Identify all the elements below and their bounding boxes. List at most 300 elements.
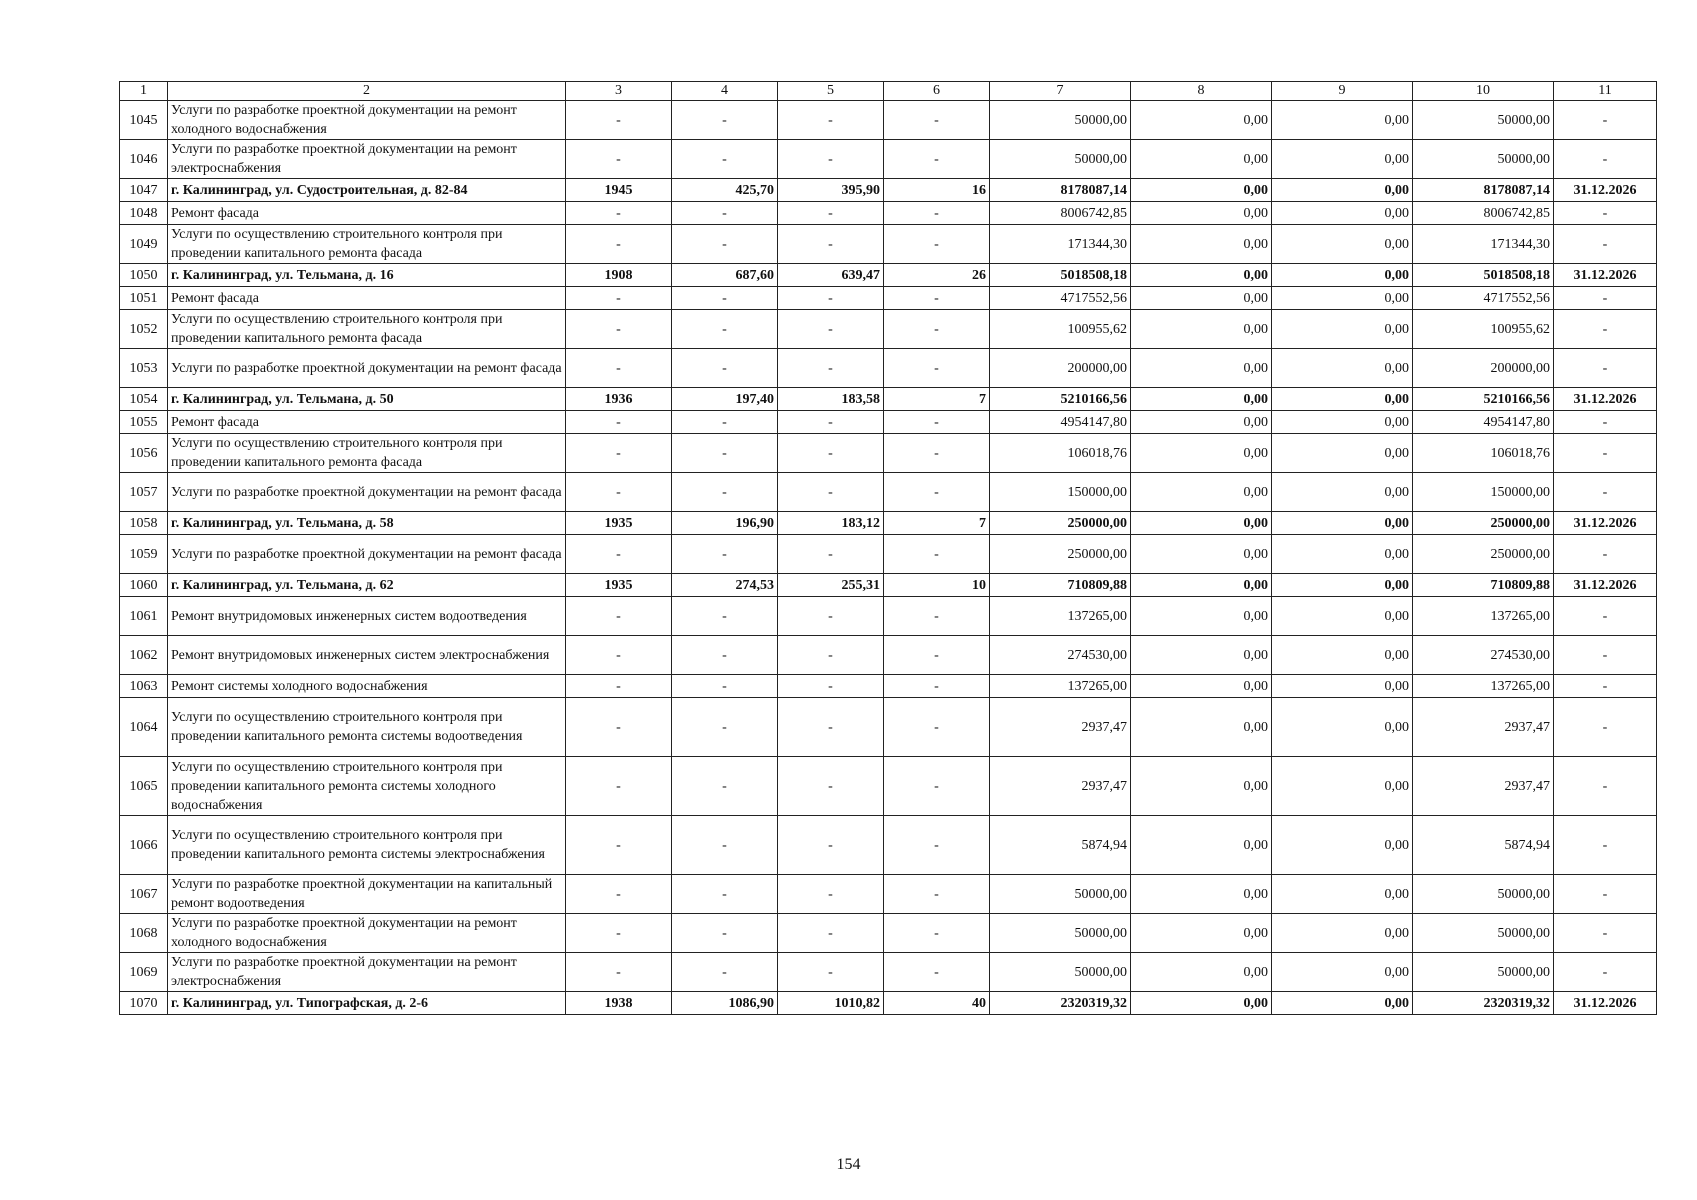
cost-col8-cell: 0,00: [1131, 202, 1272, 225]
row-number: 1047: [120, 179, 168, 202]
total-area-cell: -: [672, 140, 778, 179]
work-item-row: [120, 875, 1657, 914]
row-number: 1070: [120, 992, 168, 1015]
total-area-cell: -: [672, 310, 778, 349]
total-area-cell: 196,90: [672, 512, 778, 535]
total-area-cell: 274,53: [672, 574, 778, 597]
total-cost-cell: 274530,00: [990, 636, 1131, 675]
address-row: [120, 179, 1657, 202]
cost-col9-cell: 0,00: [1272, 101, 1413, 140]
total-cost-cell: 2320319,32: [990, 992, 1131, 1015]
total-area-cell: -: [672, 675, 778, 698]
living-area-cell: 395,90: [778, 179, 884, 202]
living-area-cell: -: [778, 636, 884, 675]
cost-col8-cell: 0,00: [1131, 349, 1272, 388]
living-area-cell: -: [778, 535, 884, 574]
year-cell: -: [566, 349, 672, 388]
cost-col10-cell: 50000,00: [1413, 914, 1554, 953]
residents-cell: -: [884, 411, 990, 434]
cost-col10-cell: 150000,00: [1413, 473, 1554, 512]
cost-col10-cell: 137265,00: [1413, 675, 1554, 698]
cost-col9-cell: 0,00: [1272, 202, 1413, 225]
cost-col10-cell: 106018,76: [1413, 434, 1554, 473]
address-row: [120, 574, 1657, 597]
column-header-9: 9: [1272, 82, 1413, 101]
cost-col8-cell: 0,00: [1131, 512, 1272, 535]
year-cell: -: [566, 202, 672, 225]
deadline-cell: -: [1554, 287, 1657, 310]
total-cost-cell: 250000,00: [990, 512, 1131, 535]
deadline-cell: -: [1554, 349, 1657, 388]
cost-col8-cell: 0,00: [1131, 992, 1272, 1015]
living-area-cell: -: [778, 411, 884, 434]
deadline-cell: -: [1554, 953, 1657, 992]
row-number: 1067: [120, 875, 168, 914]
column-header-7: 7: [990, 82, 1131, 101]
cost-col9-cell: 0,00: [1272, 411, 1413, 434]
year-cell: -: [566, 875, 672, 914]
residents-cell: -: [884, 816, 990, 875]
cost-col9-cell: 0,00: [1272, 512, 1413, 535]
year-cell: -: [566, 101, 672, 140]
cost-col10-cell: 137265,00: [1413, 597, 1554, 636]
cost-col8-cell: 0,00: [1131, 473, 1272, 512]
year-cell: -: [566, 816, 672, 875]
cost-col9-cell: 0,00: [1272, 535, 1413, 574]
cost-col9-cell: 0,00: [1272, 698, 1413, 757]
total-cost-cell: 710809,88: [990, 574, 1131, 597]
total-cost-cell: 150000,00: [990, 473, 1131, 512]
deadline-cell: 31.12.2026: [1554, 992, 1657, 1015]
row-number: 1065: [120, 757, 168, 816]
cost-col9-cell: 0,00: [1272, 953, 1413, 992]
living-area-cell: -: [778, 349, 884, 388]
deadline-cell: 31.12.2026: [1554, 388, 1657, 411]
year-cell: -: [566, 636, 672, 675]
total-area-cell: -: [672, 349, 778, 388]
row-number: 1055: [120, 411, 168, 434]
total-area-cell: -: [672, 101, 778, 140]
residents-cell: -: [884, 101, 990, 140]
cost-col8-cell: 0,00: [1131, 434, 1272, 473]
living-area-cell: 1010,82: [778, 992, 884, 1015]
living-area-cell: -: [778, 310, 884, 349]
row-number: 1049: [120, 225, 168, 264]
residents-cell: -: [884, 140, 990, 179]
total-area-cell: 687,60: [672, 264, 778, 287]
cost-col10-cell: 2937,47: [1413, 698, 1554, 757]
address-row: [120, 512, 1657, 535]
total-area-cell: 425,70: [672, 179, 778, 202]
year-cell: -: [566, 597, 672, 636]
total-cost-cell: 200000,00: [990, 349, 1131, 388]
cost-col8-cell: 0,00: [1131, 698, 1272, 757]
work-item-row: [120, 287, 1657, 310]
work-description: Услуги по осуществлению строительного контроля при проведении капитального ремонта системы холодного водоснабжения: [168, 757, 566, 816]
residents-cell: -: [884, 636, 990, 675]
work-description: Услуги по разработке проектной документации на ремонт холодного водоснабжения: [168, 914, 566, 953]
cost-col10-cell: 8006742,85: [1413, 202, 1554, 225]
residents-cell: -: [884, 675, 990, 698]
year-cell: -: [566, 473, 672, 512]
total-area-cell: -: [672, 597, 778, 636]
deadline-cell: 31.12.2026: [1554, 264, 1657, 287]
residents-cell: -: [884, 473, 990, 512]
work-item-row: [120, 597, 1657, 636]
cost-col10-cell: 50000,00: [1413, 140, 1554, 179]
work-item-row: [120, 140, 1657, 179]
year-cell: -: [566, 310, 672, 349]
row-number: 1051: [120, 287, 168, 310]
work-description: Услуги по разработке проектной документации на ремонт электроснабжения: [168, 140, 566, 179]
cost-col10-cell: 4954147,80: [1413, 411, 1554, 434]
total-area-cell: -: [672, 875, 778, 914]
residents-cell: -: [884, 287, 990, 310]
cost-col9-cell: 0,00: [1272, 875, 1413, 914]
column-number-header-row: [120, 82, 1657, 101]
cost-col9-cell: 0,00: [1272, 992, 1413, 1015]
work-item-row: [120, 636, 1657, 675]
total-cost-cell: 8006742,85: [990, 202, 1131, 225]
cost-col8-cell: 0,00: [1131, 636, 1272, 675]
work-item-row: [120, 411, 1657, 434]
column-header-8: 8: [1131, 82, 1272, 101]
cost-col8-cell: 0,00: [1131, 914, 1272, 953]
address-row: [120, 264, 1657, 287]
work-description: Ремонт внутридомовых инженерных систем водоотведения: [168, 597, 566, 636]
total-cost-cell: 4717552,56: [990, 287, 1131, 310]
work-item-row: [120, 473, 1657, 512]
residents-cell: -: [884, 225, 990, 264]
cost-col10-cell: 8178087,14: [1413, 179, 1554, 202]
total-area-cell: -: [672, 914, 778, 953]
work-description: Услуги по разработке проектной документации на ремонт фасада: [168, 473, 566, 512]
living-area-cell: -: [778, 101, 884, 140]
cost-col9-cell: 0,00: [1272, 264, 1413, 287]
living-area-cell: 183,58: [778, 388, 884, 411]
residents-cell: -: [884, 698, 990, 757]
living-area-cell: -: [778, 675, 884, 698]
total-cost-cell: 4954147,80: [990, 411, 1131, 434]
row-number: 1066: [120, 816, 168, 875]
work-item-row: [120, 310, 1657, 349]
deadline-cell: -: [1554, 310, 1657, 349]
table-body: [120, 82, 1657, 1015]
living-area-cell: -: [778, 597, 884, 636]
column-header-4: 4: [672, 82, 778, 101]
total-area-cell: -: [672, 225, 778, 264]
column-header-3: 3: [566, 82, 672, 101]
deadline-cell: -: [1554, 914, 1657, 953]
residents-cell: 26: [884, 264, 990, 287]
row-number: 1052: [120, 310, 168, 349]
year-cell: -: [566, 411, 672, 434]
cost-col9-cell: 0,00: [1272, 597, 1413, 636]
living-area-cell: 639,47: [778, 264, 884, 287]
deadline-cell: -: [1554, 411, 1657, 434]
year-cell: -: [566, 140, 672, 179]
cost-col10-cell: 2320319,32: [1413, 992, 1554, 1015]
column-header-2: 2: [168, 82, 566, 101]
work-item-row: [120, 434, 1657, 473]
work-description: Услуги по разработке проектной документации на капитальный ремонт водоотведения: [168, 875, 566, 914]
cost-col8-cell: 0,00: [1131, 310, 1272, 349]
living-area-cell: -: [778, 140, 884, 179]
living-area-cell: -: [778, 816, 884, 875]
total-area-cell: -: [672, 816, 778, 875]
year-cell: 1936: [566, 388, 672, 411]
total-cost-cell: 2937,47: [990, 698, 1131, 757]
living-area-cell: -: [778, 434, 884, 473]
residents-cell: -: [884, 597, 990, 636]
cost-col8-cell: 0,00: [1131, 388, 1272, 411]
residents-cell: -: [884, 757, 990, 816]
row-number: 1062: [120, 636, 168, 675]
total-area-cell: 1086,90: [672, 992, 778, 1015]
cost-col8-cell: 0,00: [1131, 287, 1272, 310]
cost-col10-cell: 50000,00: [1413, 953, 1554, 992]
cost-col10-cell: 250000,00: [1413, 535, 1554, 574]
deadline-cell: -: [1554, 597, 1657, 636]
deadline-cell: -: [1554, 698, 1657, 757]
cost-col8-cell: 0,00: [1131, 411, 1272, 434]
cost-col9-cell: 0,00: [1272, 388, 1413, 411]
living-area-cell: -: [778, 875, 884, 914]
work-description: Услуги по разработке проектной документации на ремонт фасада: [168, 349, 566, 388]
residents-cell: -: [884, 202, 990, 225]
work-item-row: [120, 816, 1657, 875]
cost-col8-cell: 0,00: [1131, 816, 1272, 875]
page-number: 154: [836, 1156, 861, 1173]
work-item-row: [120, 225, 1657, 264]
year-cell: -: [566, 698, 672, 757]
row-number: 1050: [120, 264, 168, 287]
total-area-cell: -: [672, 411, 778, 434]
total-cost-cell: 50000,00: [990, 914, 1131, 953]
year-cell: -: [566, 757, 672, 816]
total-cost-cell: 106018,76: [990, 434, 1131, 473]
total-cost-cell: 171344,30: [990, 225, 1131, 264]
cost-col10-cell: 100955,62: [1413, 310, 1554, 349]
total-cost-cell: 5018508,18: [990, 264, 1131, 287]
deadline-cell: -: [1554, 875, 1657, 914]
cost-col9-cell: 0,00: [1272, 816, 1413, 875]
work-item-row: [120, 202, 1657, 225]
cost-col10-cell: 4717552,56: [1413, 287, 1554, 310]
deadline-cell: -: [1554, 535, 1657, 574]
cost-col9-cell: 0,00: [1272, 140, 1413, 179]
column-header-6: 6: [884, 82, 990, 101]
deadline-cell: 31.12.2026: [1554, 512, 1657, 535]
year-cell: 1935: [566, 512, 672, 535]
total-area-cell: -: [672, 473, 778, 512]
year-cell: -: [566, 535, 672, 574]
cost-col9-cell: 0,00: [1272, 287, 1413, 310]
year-cell: 1938: [566, 992, 672, 1015]
deadline-cell: -: [1554, 140, 1657, 179]
year-cell: -: [566, 914, 672, 953]
year-cell: 1935: [566, 574, 672, 597]
cost-col8-cell: 0,00: [1131, 535, 1272, 574]
residents-cell: -: [884, 434, 990, 473]
cost-col9-cell: 0,00: [1272, 473, 1413, 512]
row-number: 1060: [120, 574, 168, 597]
residents-cell: 40: [884, 992, 990, 1015]
work-description: Ремонт фасада: [168, 202, 566, 225]
deadline-cell: 31.12.2026: [1554, 179, 1657, 202]
row-number: 1057: [120, 473, 168, 512]
cost-col8-cell: 0,00: [1131, 179, 1272, 202]
work-description: г. Калининград, ул. Тельмана, д. 58: [168, 512, 566, 535]
work-description: Услуги по разработке проектной документации на ремонт электроснабжения: [168, 953, 566, 992]
residents-cell: 7: [884, 512, 990, 535]
cost-col8-cell: 0,00: [1131, 225, 1272, 264]
work-description: г. Калининград, ул. Судостроительная, д. 82-84: [168, 179, 566, 202]
cost-col10-cell: 274530,00: [1413, 636, 1554, 675]
year-cell: -: [566, 287, 672, 310]
total-cost-cell: 50000,00: [990, 875, 1131, 914]
total-cost-cell: 100955,62: [990, 310, 1131, 349]
work-description: Ремонт фасада: [168, 411, 566, 434]
living-area-cell: -: [778, 953, 884, 992]
work-description: г. Калининград, ул. Тельмана, д. 50: [168, 388, 566, 411]
work-description: Ремонт фасада: [168, 287, 566, 310]
work-item-row: [120, 675, 1657, 698]
work-item-row: [120, 698, 1657, 757]
cost-col8-cell: 0,00: [1131, 675, 1272, 698]
work-description: Услуги по разработке проектной документации на ремонт фасада: [168, 535, 566, 574]
deadline-cell: -: [1554, 675, 1657, 698]
residents-cell: -: [884, 914, 990, 953]
row-number: 1068: [120, 914, 168, 953]
deadline-cell: -: [1554, 757, 1657, 816]
cost-col10-cell: 5874,94: [1413, 816, 1554, 875]
total-cost-cell: 50000,00: [990, 140, 1131, 179]
total-cost-cell: 50000,00: [990, 101, 1131, 140]
total-area-cell: 197,40: [672, 388, 778, 411]
cost-col10-cell: 710809,88: [1413, 574, 1554, 597]
total-cost-cell: 2937,47: [990, 757, 1131, 816]
cost-col8-cell: 0,00: [1131, 140, 1272, 179]
total-area-cell: -: [672, 287, 778, 310]
residents-cell: 10: [884, 574, 990, 597]
total-cost-cell: 50000,00: [990, 953, 1131, 992]
total-area-cell: -: [672, 434, 778, 473]
cost-col9-cell: 0,00: [1272, 225, 1413, 264]
residents-cell: -: [884, 875, 990, 914]
work-item-row: [120, 101, 1657, 140]
total-area-cell: -: [672, 535, 778, 574]
deadline-cell: -: [1554, 225, 1657, 264]
total-area-cell: -: [672, 698, 778, 757]
cost-col10-cell: 250000,00: [1413, 512, 1554, 535]
cost-col8-cell: 0,00: [1131, 597, 1272, 636]
residents-cell: -: [884, 310, 990, 349]
cost-col10-cell: 2937,47: [1413, 757, 1554, 816]
residents-cell: -: [884, 535, 990, 574]
work-description: Услуги по осуществлению строительного контроля при проведении капитального ремонта фасада: [168, 434, 566, 473]
row-number: 1058: [120, 512, 168, 535]
work-description: Услуги по осуществлению строительного контроля при проведении капитального ремонта фасада: [168, 225, 566, 264]
living-area-cell: -: [778, 202, 884, 225]
cost-col9-cell: 0,00: [1272, 434, 1413, 473]
work-item-row: [120, 757, 1657, 816]
address-row: [120, 992, 1657, 1015]
cost-col10-cell: 5018508,18: [1413, 264, 1554, 287]
year-cell: -: [566, 953, 672, 992]
total-cost-cell: 8178087,14: [990, 179, 1131, 202]
work-description: Услуги по разработке проектной документации на ремонт холодного водоснабжения: [168, 101, 566, 140]
deadline-cell: -: [1554, 101, 1657, 140]
row-number: 1048: [120, 202, 168, 225]
cost-col10-cell: 50000,00: [1413, 875, 1554, 914]
cost-col9-cell: 0,00: [1272, 574, 1413, 597]
living-area-cell: -: [778, 914, 884, 953]
residents-cell: 7: [884, 388, 990, 411]
cost-col10-cell: 50000,00: [1413, 101, 1554, 140]
row-number: 1045: [120, 101, 168, 140]
total-area-cell: -: [672, 953, 778, 992]
row-number: 1059: [120, 535, 168, 574]
deadline-cell: -: [1554, 636, 1657, 675]
work-item-row: [120, 349, 1657, 388]
row-number: 1056: [120, 434, 168, 473]
cost-col8-cell: 0,00: [1131, 875, 1272, 914]
living-area-cell: 255,31: [778, 574, 884, 597]
cost-col9-cell: 0,00: [1272, 675, 1413, 698]
cost-col9-cell: 0,00: [1272, 349, 1413, 388]
work-item-row: [120, 535, 1657, 574]
column-header-11: 11: [1554, 82, 1657, 101]
year-cell: 1945: [566, 179, 672, 202]
total-cost-cell: 137265,00: [990, 597, 1131, 636]
cost-col10-cell: 200000,00: [1413, 349, 1554, 388]
year-cell: -: [566, 225, 672, 264]
deadline-cell: 31.12.2026: [1554, 574, 1657, 597]
row-number: 1053: [120, 349, 168, 388]
column-header-5: 5: [778, 82, 884, 101]
work-item-row: [120, 953, 1657, 992]
cost-col9-cell: 0,00: [1272, 179, 1413, 202]
cost-col10-cell: 5210166,56: [1413, 388, 1554, 411]
cost-col8-cell: 0,00: [1131, 574, 1272, 597]
total-cost-cell: 250000,00: [990, 535, 1131, 574]
total-cost-cell: 5874,94: [990, 816, 1131, 875]
year-cell: -: [566, 434, 672, 473]
deadline-cell: -: [1554, 434, 1657, 473]
residents-cell: -: [884, 953, 990, 992]
year-cell: 1908: [566, 264, 672, 287]
total-cost-cell: 137265,00: [990, 675, 1131, 698]
cost-col8-cell: 0,00: [1131, 264, 1272, 287]
column-header-1: 1: [120, 82, 168, 101]
living-area-cell: -: [778, 757, 884, 816]
living-area-cell: -: [778, 473, 884, 512]
cost-col8-cell: 0,00: [1131, 101, 1272, 140]
total-cost-cell: 5210166,56: [990, 388, 1131, 411]
total-area-cell: -: [672, 757, 778, 816]
deadline-cell: -: [1554, 816, 1657, 875]
living-area-cell: -: [778, 698, 884, 757]
residents-cell: 16: [884, 179, 990, 202]
work-description: Ремонт системы холодного водоснабжения: [168, 675, 566, 698]
work-description: г. Калининград, ул. Типографская, д. 2-6: [168, 992, 566, 1015]
deadline-cell: -: [1554, 202, 1657, 225]
cost-col8-cell: 0,00: [1131, 757, 1272, 816]
row-number: 1063: [120, 675, 168, 698]
cost-col9-cell: 0,00: [1272, 310, 1413, 349]
residents-cell: -: [884, 349, 990, 388]
